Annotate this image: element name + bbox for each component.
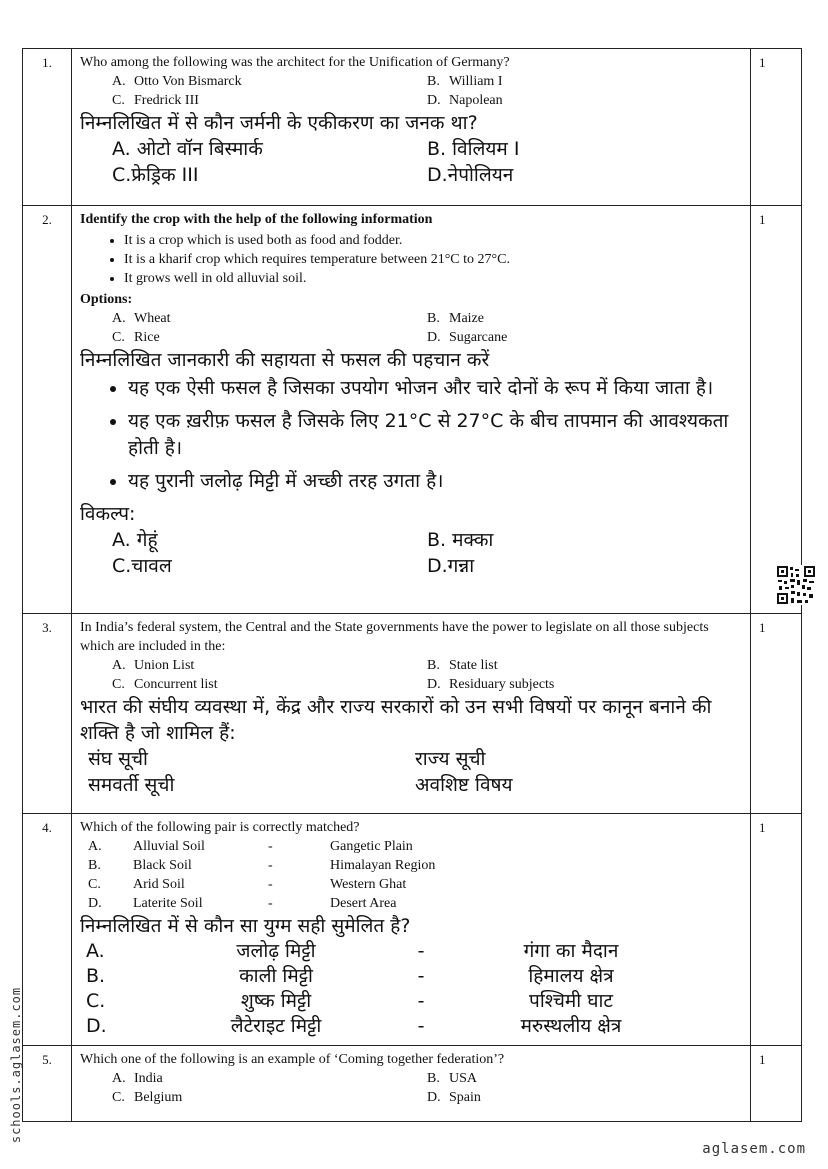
pair-left: Black Soil — [133, 858, 192, 873]
question-text-en: Who among the following was the architect for the Unification of Germany? — [80, 55, 510, 70]
option-hi-d: D.नेपोलियन — [427, 164, 514, 186]
options-en — [80, 656, 742, 694]
bullet-item-hi: • यह पुरानी जलोढ़ मिट्टी में अच्छी तरह उगता है। — [128, 468, 742, 495]
pair-right: Desert Area — [330, 896, 397, 911]
pairs-en — [80, 837, 742, 913]
question-table — [22, 48, 802, 1122]
option-b: B. USA — [427, 1071, 478, 1086]
option-b: B. Maize — [427, 311, 484, 326]
question-marks: 1 — [751, 49, 802, 206]
question-text-hi: निम्नलिखित जानकारी की सहायता से फसल की पहचान करें — [80, 349, 490, 371]
pair-left: Arid Soil — [133, 877, 185, 892]
question-text-hi: निम्नलिखित में से कौन जर्मनी के एकीकरण का जनक था? — [80, 112, 478, 134]
option-a: A. India — [112, 1071, 163, 1086]
option-hi-a: A. गेहूं — [112, 529, 158, 551]
pair-dash-hi: - — [417, 1015, 425, 1037]
pair-dash: - — [268, 839, 273, 854]
question-marks: 1 — [751, 1046, 802, 1122]
pair-right: Gangetic Plain — [330, 839, 413, 854]
pair-letter-hi: A. — [86, 940, 105, 962]
question-row-5 — [23, 1046, 802, 1122]
option-hi-b: B. विलियम I — [427, 138, 520, 160]
bullet-list-hi — [80, 375, 742, 495]
question-row-4 — [23, 814, 802, 1046]
options-hi — [80, 746, 742, 798]
question-marks: 1 — [751, 614, 802, 814]
pair-left-hi: लैटेराइट मिट्टी — [230, 1015, 322, 1037]
bullet-list-en — [80, 231, 742, 288]
option-hi-d: D.गन्ना — [427, 555, 475, 577]
question-text-en: In India’s federal system, the Central and the State governments have the power to legislate on all those subjects which are included in the: — [80, 620, 709, 654]
option-hi-b: राज्य सूची — [415, 748, 486, 770]
pair-left: Alluvial Soil — [133, 839, 205, 854]
option-d: D. Spain — [427, 1090, 481, 1105]
bullet-item: • It grows well in old alluvial soil. — [124, 269, 742, 288]
option-d: D. Sugarcane — [427, 330, 508, 345]
pair-dash: - — [268, 877, 273, 892]
option-a: A. Otto Von Bismarck — [112, 74, 242, 89]
option-d: D. Residuary subjects — [427, 677, 555, 692]
footer-site: aglasem.com — [702, 1141, 806, 1157]
question-row-3 — [23, 614, 802, 814]
question-row-1 — [23, 49, 802, 206]
option-hi-b: B. मक्का — [427, 529, 494, 551]
qr-code-icon — [776, 565, 816, 605]
option-c: C. Fredrick III — [112, 93, 199, 108]
option-b: B. State list — [427, 658, 498, 673]
pair-right-hi: पश्चिमी घाट — [529, 990, 613, 1012]
side-watermark — [4, 965, 28, 1165]
pair-letter: B. — [88, 858, 101, 873]
pair-right: Western Ghat — [330, 877, 407, 892]
options-hi — [80, 527, 742, 579]
pair-right-hi: हिमालय क्षेत्र — [528, 965, 614, 987]
pair-dash-hi: - — [417, 990, 425, 1012]
options-en — [80, 309, 742, 347]
option-hi-a: A. ओटो वॉन बिस्मार्क — [112, 138, 263, 160]
pair-dash: - — [268, 858, 273, 873]
pair-left-hi: जलोढ़ मिट्टी — [236, 940, 316, 962]
bullet-item-hi: • यह एक ख़रीफ़ फसल है जिसके लिए 21°C से 27°C के बीच तापमान की आवश्यकता होती है। — [128, 408, 742, 462]
options-label-hi: विकल्प: — [80, 503, 136, 525]
pair-dash-hi: - — [417, 940, 425, 962]
option-a: A. Wheat — [112, 311, 171, 326]
question-marks: 1 — [751, 814, 802, 1046]
options-hi — [80, 136, 742, 188]
pair-right-hi: गंगा का मैदान — [523, 940, 619, 962]
question-number: 1. — [23, 49, 72, 206]
options-en — [80, 72, 742, 110]
question-marks: 1 — [751, 206, 802, 614]
question-number: 2. — [23, 206, 72, 614]
pair-right-hi: मरुस्थलीय क्षेत्र — [520, 1015, 622, 1037]
pair-letter: D. — [88, 896, 102, 911]
pair-letter-hi: C. — [86, 990, 106, 1012]
question-body — [72, 206, 751, 614]
question-number: 3. — [23, 614, 72, 814]
option-hi-a: संघ सूची — [88, 748, 148, 770]
question-body — [72, 1046, 751, 1122]
option-c: C. Belgium — [112, 1090, 183, 1105]
question-body — [72, 49, 751, 206]
pair-letter-hi: D. — [86, 1015, 107, 1037]
option-hi-d: अवशिष्ट विषय — [415, 774, 513, 796]
pair-dash-hi: - — [417, 965, 425, 987]
option-c: C. Concurrent list — [112, 677, 218, 692]
options-en — [80, 1069, 742, 1107]
option-hi-c: समवर्ती सूची — [88, 774, 175, 796]
question-text-hi: भारत की संघीय व्यवस्था में, केंद्र और राज्य सरकारों को उन सभी विषयों पर कानून बनाने की शक्ति है जो शामिल हैं: — [80, 696, 712, 744]
question-number: 4. — [23, 814, 72, 1046]
option-d: D. Napolean — [427, 93, 503, 108]
question-number: 5. — [23, 1046, 72, 1122]
question-body — [72, 614, 751, 814]
question-text-hi: निम्नलिखित में से कौन सा युग्म सही सुमेलित है? — [80, 915, 411, 937]
option-c: C. Rice — [112, 330, 160, 345]
options-label-en: Options: — [80, 292, 133, 307]
pair-left: Laterite Soil — [133, 896, 203, 911]
pairs-hi — [80, 939, 742, 1039]
pair-dash: - — [268, 896, 273, 911]
side-watermark-text: schools.aglasem.com — [9, 986, 23, 1144]
option-hi-c: C.चावल — [112, 555, 172, 577]
pair-left-hi: शुष्क मिट्टी — [240, 990, 312, 1012]
question-body — [72, 814, 751, 1046]
question-text-en: Which of the following pair is correctly matched? — [80, 820, 360, 835]
pair-letter-hi: B. — [86, 965, 106, 987]
pair-letter: A. — [88, 839, 102, 854]
option-a: A. Union List — [112, 658, 195, 673]
question-row-2 — [23, 206, 802, 614]
bullet-item-hi: • यह एक ऐसी फसल है जिसका उपयोग भोजन और चारे दोनों के रूप में किया जाता है। — [128, 375, 742, 402]
bullet-item: • It is a kharif crop which requires temperature between 21°C to 27°C. — [124, 250, 742, 269]
option-b: B. William I — [427, 74, 503, 89]
pair-right: Himalayan Region — [330, 858, 436, 873]
question-text-en: Identify the crop with the help of the following information — [80, 212, 433, 227]
pair-left-hi: काली मिट्टी — [239, 965, 313, 987]
option-hi-c: C.फ्रेड्रिक III — [112, 164, 199, 186]
bullet-item: • It is a crop which is used both as food and fodder. — [124, 231, 742, 250]
pair-letter: C. — [88, 877, 101, 892]
question-text-en: Which one of the following is an example of ‘Coming together federation’? — [80, 1052, 505, 1067]
